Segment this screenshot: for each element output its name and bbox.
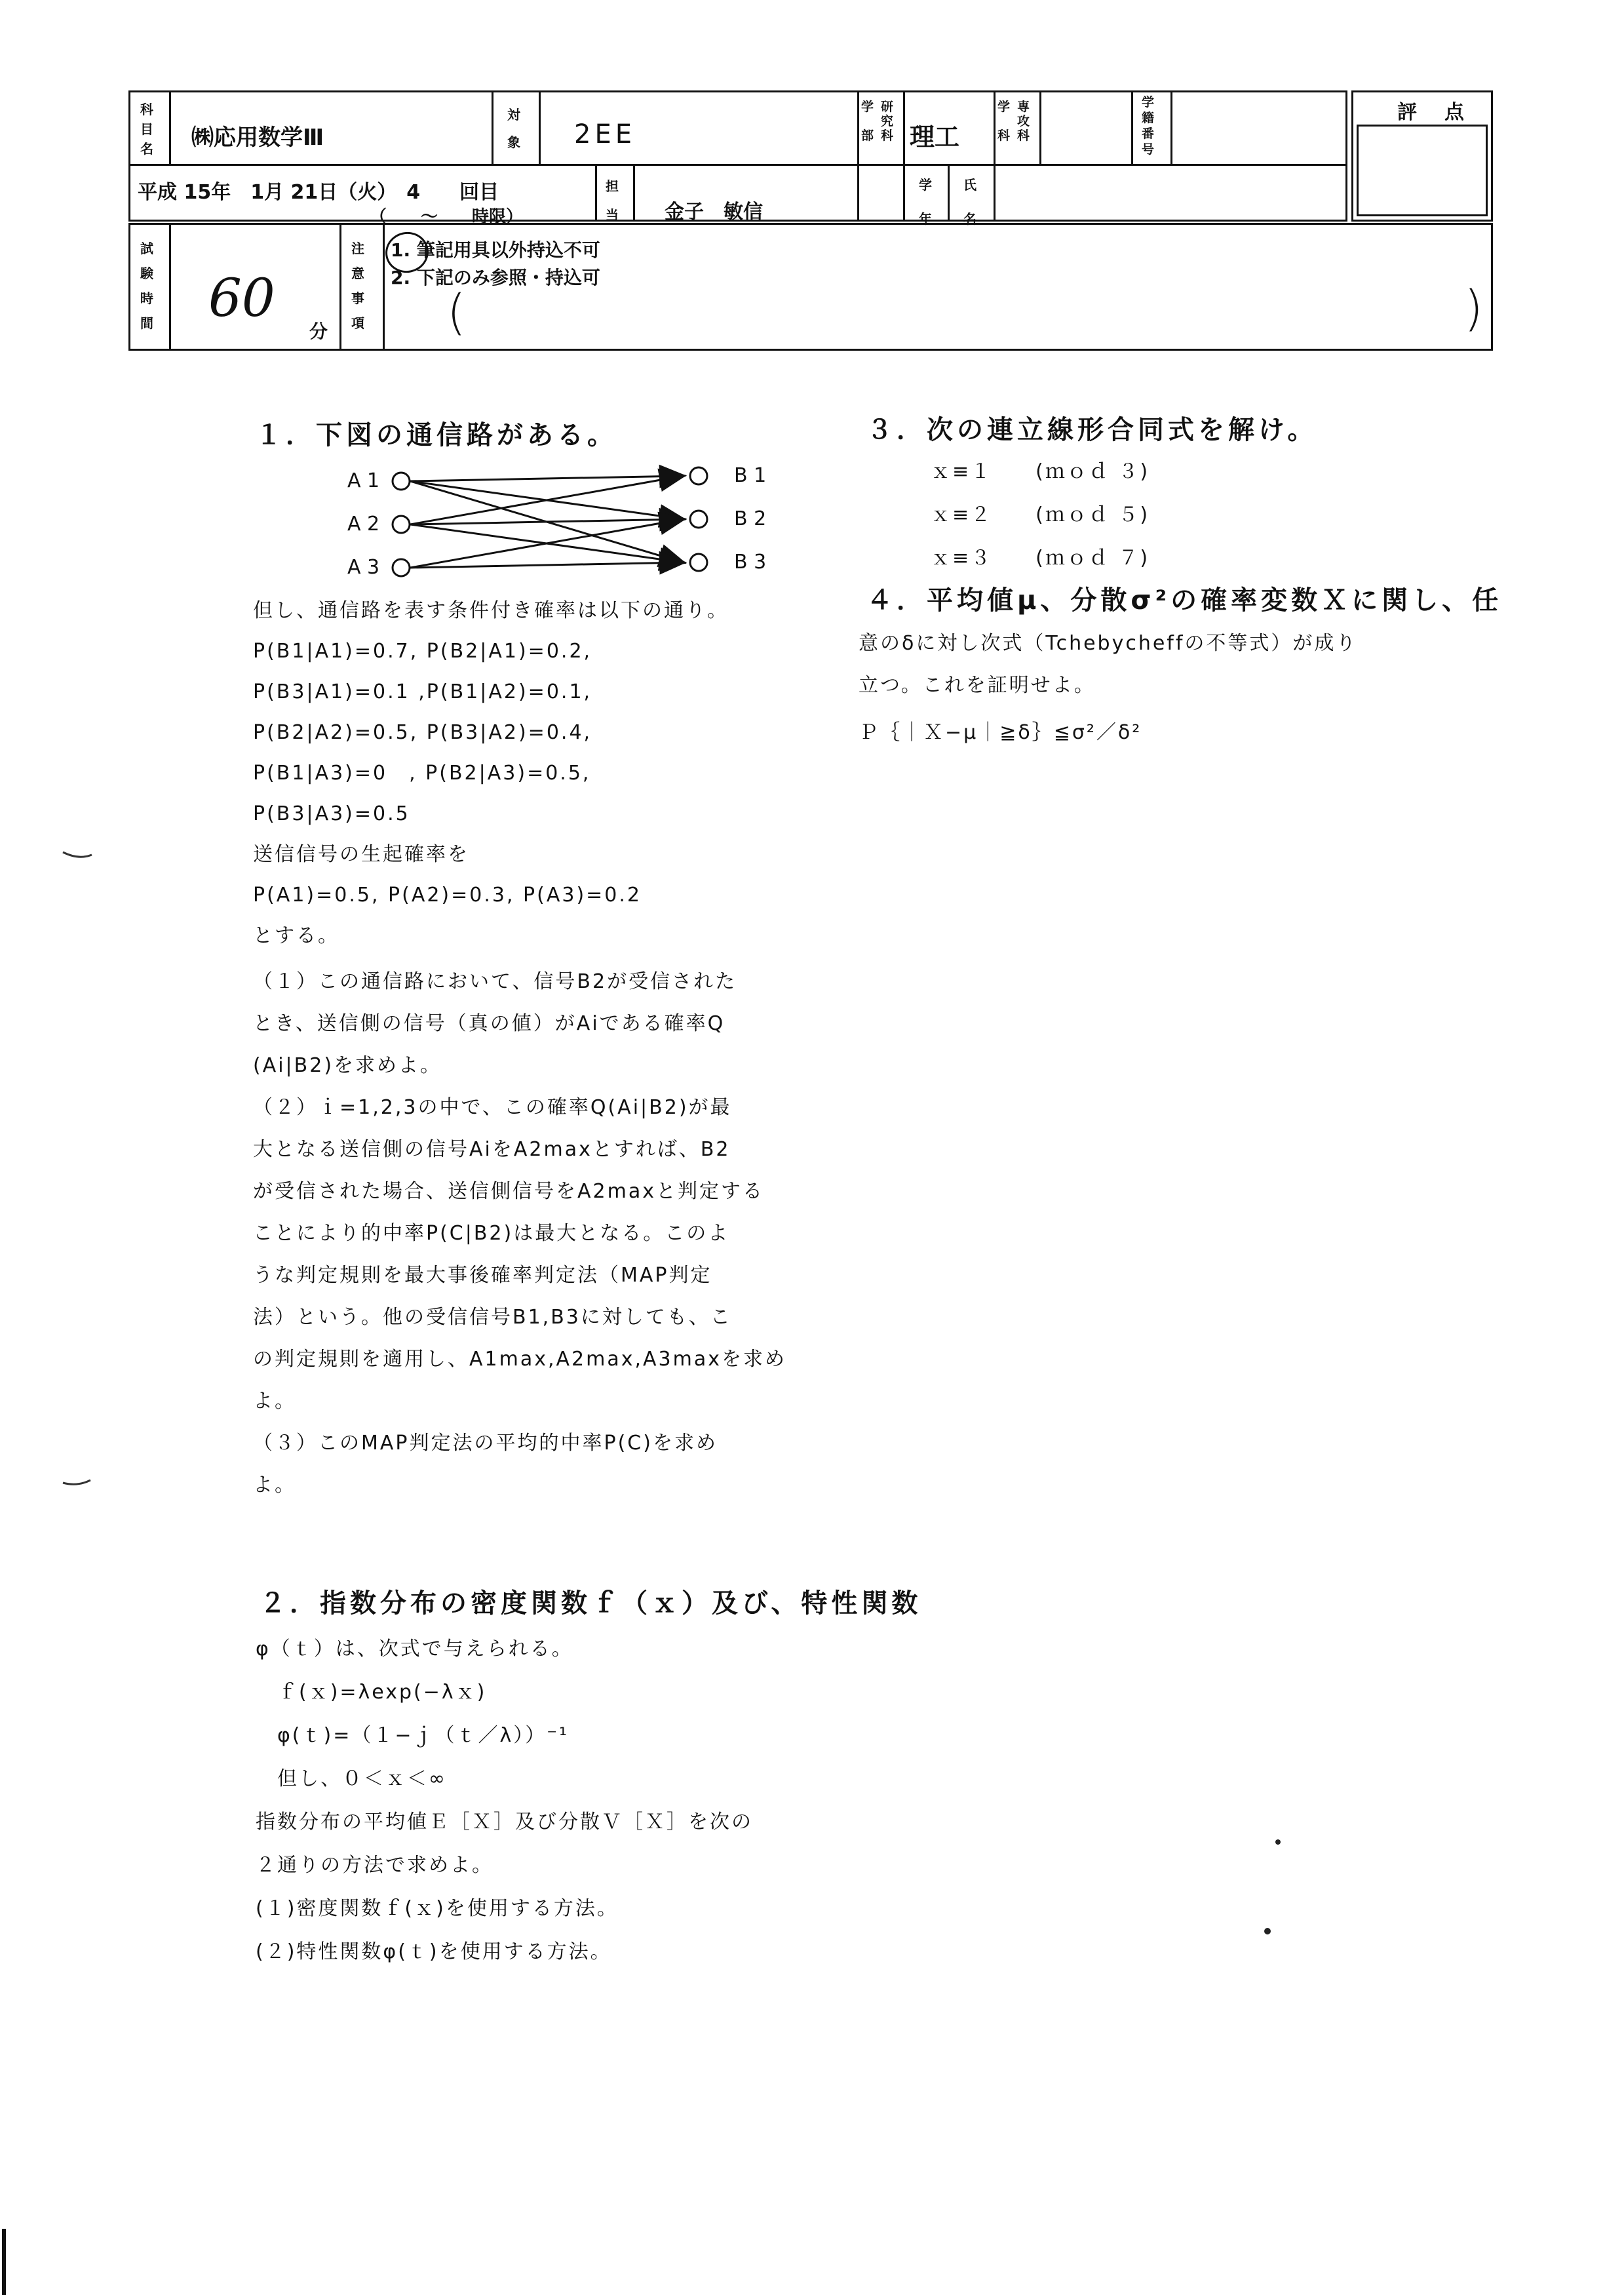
- time-label: 試 験 時 間: [140, 241, 153, 331]
- q2-title: ２．指数分布の密度関数ｆ（ｘ）及び、特性関数: [260, 1588, 922, 1618]
- name-field[interactable]: [999, 168, 1344, 218]
- q1-line: 法）という。他の受信信号B1,B3に対しても、こ: [253, 1306, 732, 1329]
- note1: 1. 筆記用具以外持込不可: [391, 239, 600, 261]
- q1-line: （３）このMAP判定法の平均的中率P(C)を求め: [253, 1432, 718, 1455]
- scan-speck: [63, 852, 92, 857]
- q4-title: ４．平均値μ、分散σ²の確率変数Ｘに関し、任: [866, 585, 1503, 616]
- scan-speck: [1275, 1839, 1281, 1845]
- student-no-label: 学 籍 番 号: [1142, 95, 1155, 157]
- q2-line: (２)特性関数φ(ｔ)を使用する方法。: [256, 1940, 612, 1963]
- major-label: 学 専 攻 科 科: [997, 100, 1030, 143]
- allowed-items-field[interactable]: [469, 291, 1459, 343]
- node-b2: [690, 511, 707, 528]
- q1-line: の判定規則を適用し、A1max,A2max,A3maxを求め: [253, 1348, 786, 1371]
- edge-a3-b2: [410, 519, 683, 568]
- allowed-items-paren-close: ): [1464, 281, 1483, 337]
- edge-a3-b3: [410, 562, 683, 568]
- notes-label: 注 意 事 項: [351, 241, 364, 331]
- dept-name: 理工: [910, 123, 960, 151]
- node-b1: [690, 467, 707, 484]
- q1-line: P(B3|A3)=0.5: [253, 802, 410, 825]
- q1-line: ことにより的中率P(C|B2)は最大となる。このよ: [253, 1222, 730, 1245]
- scan-speck: [63, 1480, 90, 1484]
- dept-label: 学 研 究 部 科: [861, 100, 894, 143]
- output-label-b1: B 1: [734, 464, 767, 487]
- q2-line: 但し、０＜ｘ＜∞: [256, 1767, 447, 1790]
- note2: 2. 下記のみ参照・持込可: [391, 267, 600, 288]
- q1-line: うな判定規則を最大事後確率判定法（MAP判定: [253, 1264, 712, 1287]
- q1-title: １．下図の通信路がある。: [256, 420, 617, 450]
- edge-a2-b1: [410, 476, 683, 524]
- node-a1: [393, 473, 410, 490]
- q1-line: P(B3|A1)=0.1 ,P(B1|A2)=0.1,: [253, 680, 592, 703]
- exam-header-form: [128, 90, 1493, 351]
- name-label: 氏 名: [963, 177, 976, 227]
- subject-name: ㈱応用数学Ⅲ: [191, 125, 324, 151]
- q3-line: ｘ≡１ (ｍｏｄ ３): [931, 460, 1150, 483]
- q3-title: ３．次の連立線形合同式を解け。: [866, 415, 1318, 445]
- q2-line: φ（ｔ）は、次式で与えられる。: [256, 1638, 573, 1660]
- time-unit: 分: [309, 321, 328, 342]
- target-class: 2EE: [574, 119, 636, 149]
- q1-line: （２）ｉ=1,2,3の中で、この確率Q(Ai|B2)が最: [253, 1096, 732, 1119]
- channel-diagram: [341, 459, 800, 590]
- q4-line: 立つ。これを証明せよ。: [859, 674, 1096, 697]
- output-label-b3: B 3: [734, 551, 767, 574]
- year-label: 学 年: [919, 177, 932, 227]
- target-label: 対 象: [507, 107, 520, 150]
- q1-line: (Ai|B2)を求めよ。: [253, 1054, 442, 1077]
- exam-period: （ ～ 時限）: [370, 207, 524, 227]
- input-label-a2: A 2: [347, 513, 380, 536]
- q2-line: ｆ(ｘ)=λexp(−λｘ): [256, 1681, 487, 1704]
- teacher-label: 担 当: [606, 178, 619, 223]
- teacher-name: 金子 敏信: [665, 201, 763, 224]
- score-box[interactable]: [1357, 125, 1488, 216]
- subject-label: 科 目 名: [140, 102, 153, 157]
- q3-line: ｘ≡３ (ｍｏｄ ７): [931, 547, 1150, 570]
- q1-line: （１）この通信路において、信号B2が受信された: [253, 970, 737, 993]
- channel-graph: [341, 459, 800, 590]
- q2-line: ２通りの方法で求めよ。: [256, 1854, 493, 1877]
- q2-line: (１)密度関数ｆ(ｘ)を使用する方法。: [256, 1897, 619, 1920]
- q4-line: Ｐ｛｜Ｘ−μ｜≧δ｝≦σ²／δ²: [859, 721, 1142, 744]
- input-label-a1: A 1: [347, 469, 380, 492]
- time-value: 60: [208, 267, 275, 328]
- q1-line: P(B2|A2)=0.5, P(B3|A2)=0.4,: [253, 721, 592, 744]
- edge-a2-b2: [410, 519, 683, 524]
- scan-speck: [1264, 1928, 1271, 1934]
- q2-line: 指数分布の平均値Ｅ［Ｘ］及び分散Ｖ［Ｘ］を次の: [256, 1811, 753, 1834]
- q1-line: P(B1|A1)=0.7, P(B2|A1)=0.2,: [253, 640, 592, 663]
- allowed-items-paren-open: (: [447, 284, 466, 341]
- node-a3: [393, 559, 410, 576]
- q1-line: が受信された場合、送信側信号をA2maxと判定する: [253, 1180, 764, 1203]
- q1-line: 大となる送信側の信号AiをA2maxとすれば、B2: [253, 1138, 731, 1161]
- q1-line: とき、送信側の信号（真の値）がAiである確率Q: [253, 1012, 725, 1035]
- year-field[interactable]: [908, 168, 945, 218]
- score-label: 評 点: [1397, 101, 1468, 124]
- input-label-a3: A 3: [347, 556, 380, 579]
- q1-line: とする。: [253, 924, 339, 947]
- q1-line: P(B1|A3)=0 , P(B2|A3)=0.5,: [253, 762, 591, 785]
- node-b3: [690, 554, 707, 571]
- q1-line: 但し、通信路を表す条件付き確率は以下の通り。: [253, 599, 729, 622]
- q1-line: よ。: [253, 1474, 296, 1497]
- q1-line: 送信信号の生起確率を: [253, 843, 469, 866]
- q1-line: P(A1)=0.5, P(A2)=0.3, P(A3)=0.2: [253, 884, 642, 907]
- q1-line: よ。: [253, 1390, 296, 1413]
- q2-line: φ(ｔ)=（１−ｊ（ｔ／λ））⁻¹: [256, 1724, 570, 1747]
- edge-a1-b1: [410, 476, 683, 481]
- node-a2: [393, 516, 410, 533]
- output-label-b2: B 2: [734, 507, 767, 530]
- exam-date: 平成 15年 1月 21日（火） 4 回目: [138, 181, 499, 204]
- major-field[interactable]: [1043, 94, 1129, 160]
- student-no-field[interactable]: [1174, 94, 1344, 160]
- q4-line: 意のδに対し次式（Tchebycheffの不等式）が成り: [859, 632, 1358, 655]
- q3-line: ｘ≡２ (ｍｏｄ ５): [931, 503, 1150, 526]
